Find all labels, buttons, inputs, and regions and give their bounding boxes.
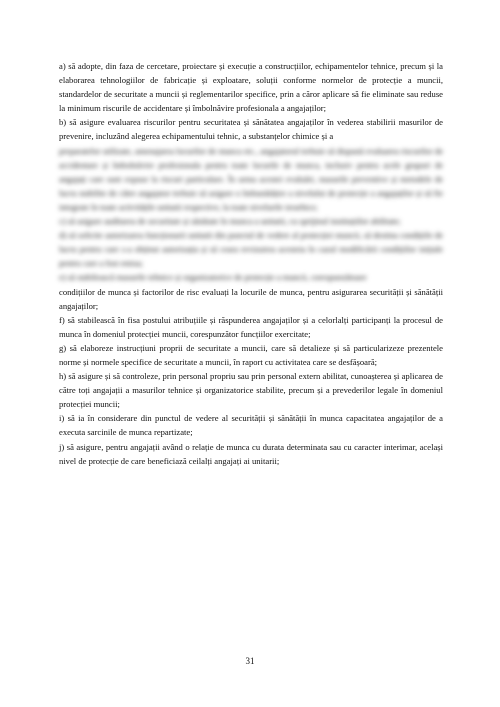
paragraph-b-start: b) să asigure evaluarea riscurilor pentru securitatea și sănătatea angajaților în vederea stabilirii masurilor de prevenire, incluzând alegerea echipamentului tehnic, a substanțelor chimice și a bbox=[59, 117, 443, 142]
paragraph-d: d) să solicite autorizarea funcționarii unitatii din punctul de vedere al protecției muncii, să destina condițiile de lucru pentru care s-a obținut autorizația și să ceara revizuirea acesteia în cazul modificării condițiilor inițiale pentru care a fost emisa; bbox=[59, 230, 443, 269]
page-body bbox=[59, 59, 443, 468]
paragraph-f: f) să stabilească în fisa postului atribuțiile și răspunderea angajaților și a celorlalți participanți la procesul de munca în domeniul protecției muncii, corespunzător funcțiilor exercitate; bbox=[59, 314, 443, 339]
paragraph-i: i) să ia în considerare din punctul de vedere al securității și sănătății în munca capacitatea angajaților de a executa sarcinile de munca repartizate; bbox=[59, 413, 443, 438]
paragraph-e-start: e) să stabilească masurile tehnice și organizatorice de protecție a muncii, corespunzătoare bbox=[59, 272, 367, 283]
paragraph-c: c) să asigure auditarea de securitate și sănătate în munca a unitatii, cu sprijinul instituțiilor abilitate; bbox=[59, 216, 401, 227]
paragraph-e-continued: condițiilor de munca și factorilor de risc evaluați la locurile de munca, pentru asigurarea securității și sănătății angajaților; bbox=[59, 286, 443, 311]
blurred-section bbox=[59, 144, 443, 285]
paragraph-a: a) să adopte, din faza de cercetare, proiectare și execuție a construcțiilor, echipamentelor tehnice, precum și la elaborarea tehnologiilor de fabricație și exploatare, soluții conforme normelor de protecție a muncii, standardelor de securitate a muncii și reglementarilor specifice, prin a căror aplicare să fie eliminate sau reduse la minimum riscurile de accidentare și îmbolnăvire profesionala a angajaților; bbox=[59, 61, 443, 114]
paragraph-h: h) să asigure și să controleze, prin personal propriu sau prin personal extern abilitat, cunoașterea și aplicarea de către toți angajații a masurilor tehnice și organizatorice stabilite, precum și a prevederilor legale în domeniul protecției muncii; bbox=[59, 371, 443, 410]
paragraph-g: g) să elaboreze instrucțiuni proprii de securitate a muncii, care să detalieze și să particularizeze prezentele norme și normele specifice de securitate a muncii, în raport cu activitatea care se desfășoară; bbox=[59, 342, 443, 367]
paragraph-j: j) să asigure, pentru angajații având o relație de munca cu durata determinata sau cu caracter interimar, același nivel de protecție de care beneficiază ceilalți angajați ai unitarii; bbox=[59, 441, 443, 466]
page-number: 31 bbox=[245, 656, 255, 666]
paragraph-b-continued: preparatelor utilizate, amenajarea locurilor de munca etc., angajatorul trebuie să dispună evaluarea riscurilor de accidentare și îmbolnăvire profesionala pentru toate locurile de munca, inclusiv pentru acele grupuri de angajați care sunt expuse la riscuri particulare. În urma acestei evaluări, masurile preventive și metodele de lucru stabilite de către angajator trebuie să asigure o îmbunătățire a nivelului de protecție a angajaților și să fie integrate în toate activitățile unitatii respective, la toate nivelurile ierarhice; bbox=[59, 145, 443, 212]
